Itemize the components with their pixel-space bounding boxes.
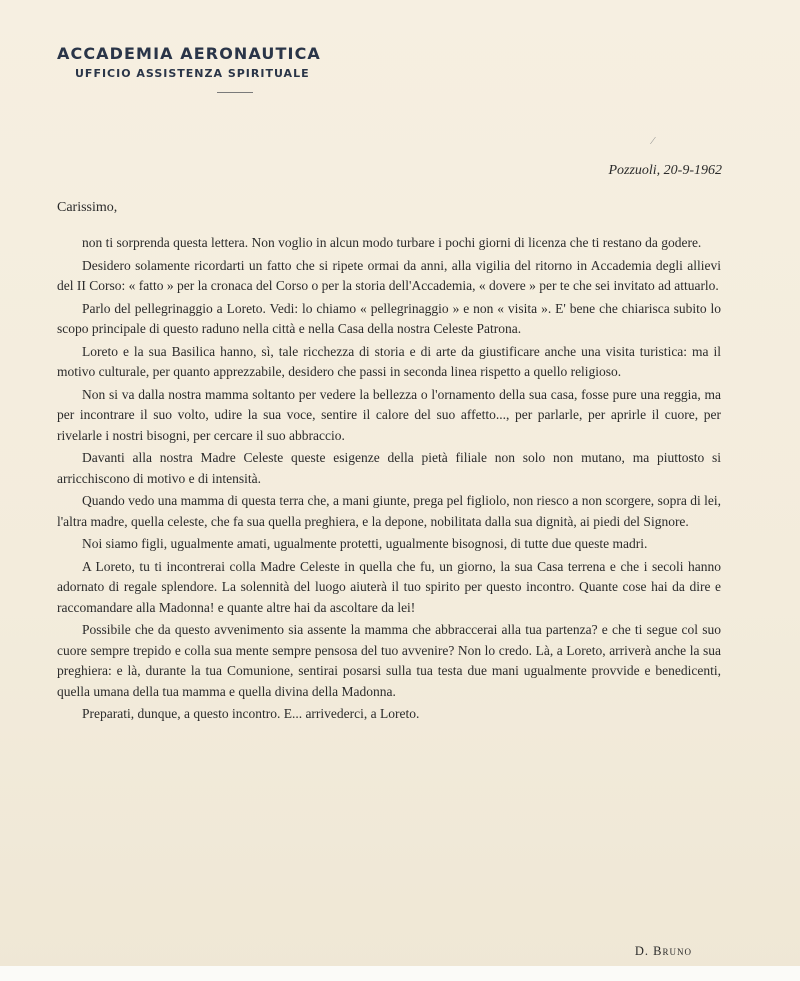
paragraph: Desidero solamente ricordarti un fatto che si ripete ormai da anni, alla vigilia del ritorno in Accademia degli allievi del II Corso: « fatto » per la cronaca del Corso o per la storia dell'Accademia, « dovere » per te che sei invitato ad attuarlo. xyxy=(57,257,721,293)
paragraph: Parlo del pellegrinaggio a Loreto. Vedi: lo chiamo « pellegrinaggio » e non « visita ». E' bene che chiarisca subito lo scopo principale di questo raduno nella città e nella Casa della nostra Celeste Patrona. xyxy=(57,300,721,336)
paragraph: Davanti alla nostra Madre Celeste queste esigenze della pietà filiale non solo non mutano, ma piuttosto si arricchiscono di motivo e di intensità. xyxy=(57,450,721,486)
office-name: UFFICIO ASSISTENZA SPIRITUALE xyxy=(75,67,310,80)
organization-name: ACCADEMIA AERONAUTICA xyxy=(57,44,321,63)
letterhead xyxy=(57,44,357,93)
paragraph: non ti sorprenda questa lettera. Non voglio in alcun modo turbare i pochi giorni di licenza che ti restano da godere. xyxy=(82,235,702,250)
salutation: Carissimo, xyxy=(57,200,118,215)
pen-mark: ⁄ xyxy=(652,135,654,147)
letterhead-divider xyxy=(217,92,253,93)
signature: D. Bruno xyxy=(634,944,692,958)
dateline: Pozzuoli, 20-9-1962 xyxy=(608,163,722,178)
letter-body xyxy=(57,233,721,727)
scan-edge xyxy=(0,966,800,981)
paragraph: A Loreto, tu ti incontrerai colla Madre Celeste in quella che fu, un giorno, la sua Casa terrena e che i secoli hanno adornato di regale splendore. La solennità del luogo aiuterà il tuo spirito per questo incontro. Quante cose hai da dire e raccomandare alla Madonna! e quante altre hai da ascoltare da lei! xyxy=(57,558,721,615)
paragraph: Possibile che da questo avvenimento sia assente la mamma che abbraccerai alla tua partenza? e che ti segue col suo cuore sempre trepido e colla sua mente sempre pensosa del tuo avvenire? Non lo credo. Là, a Loreto, arriverà anche la sua preghiera: e là, durante la tua Comunione, sentirai posarsi sulla tua testa due mani ugualmente provvide e benedicenti, quella umana della tua mamma e quella divina della Madonna. xyxy=(57,622,721,699)
paragraph: Preparati, dunque, a questo incontro. E... arrivederci, a Loreto. xyxy=(82,706,420,721)
paragraph: Non si va dalla nostra mamma soltanto per vedere la bellezza o l'ornamento della sua casa, fosse pure una reggia, ma per incontrare il suo volto, udire la sua voce, sentire il calore del suo affetto..., per parlarle, per aprirle il cuore, per rivelarle i nostri bisogni, per cercare il suo abbraccio. xyxy=(57,386,721,443)
paragraph: Noi siamo figli, ugualmente amati, ugualmente protetti, ugualmente bisognosi, di tutte due queste madri. xyxy=(82,536,648,551)
paragraph: Quando vedo una mamma di questa terra che, a mani giunte, prega pel figliolo, non riesco a non scorgere, sopra di lei, l'altra madre, quella celeste, che fa sua quella preghiera, e la depone, nobilitata dalla sua dignità, ai piedi del Signore. xyxy=(57,493,721,529)
paragraph: Loreto e la sua Basilica hanno, sì, tale ricchezza di storia e di arte da giustificare anche una visita turistica: ma il motivo culturale, per quanto apprezzabile, desidero che passi in seconda linea rispetto a quello religioso. xyxy=(57,343,721,379)
